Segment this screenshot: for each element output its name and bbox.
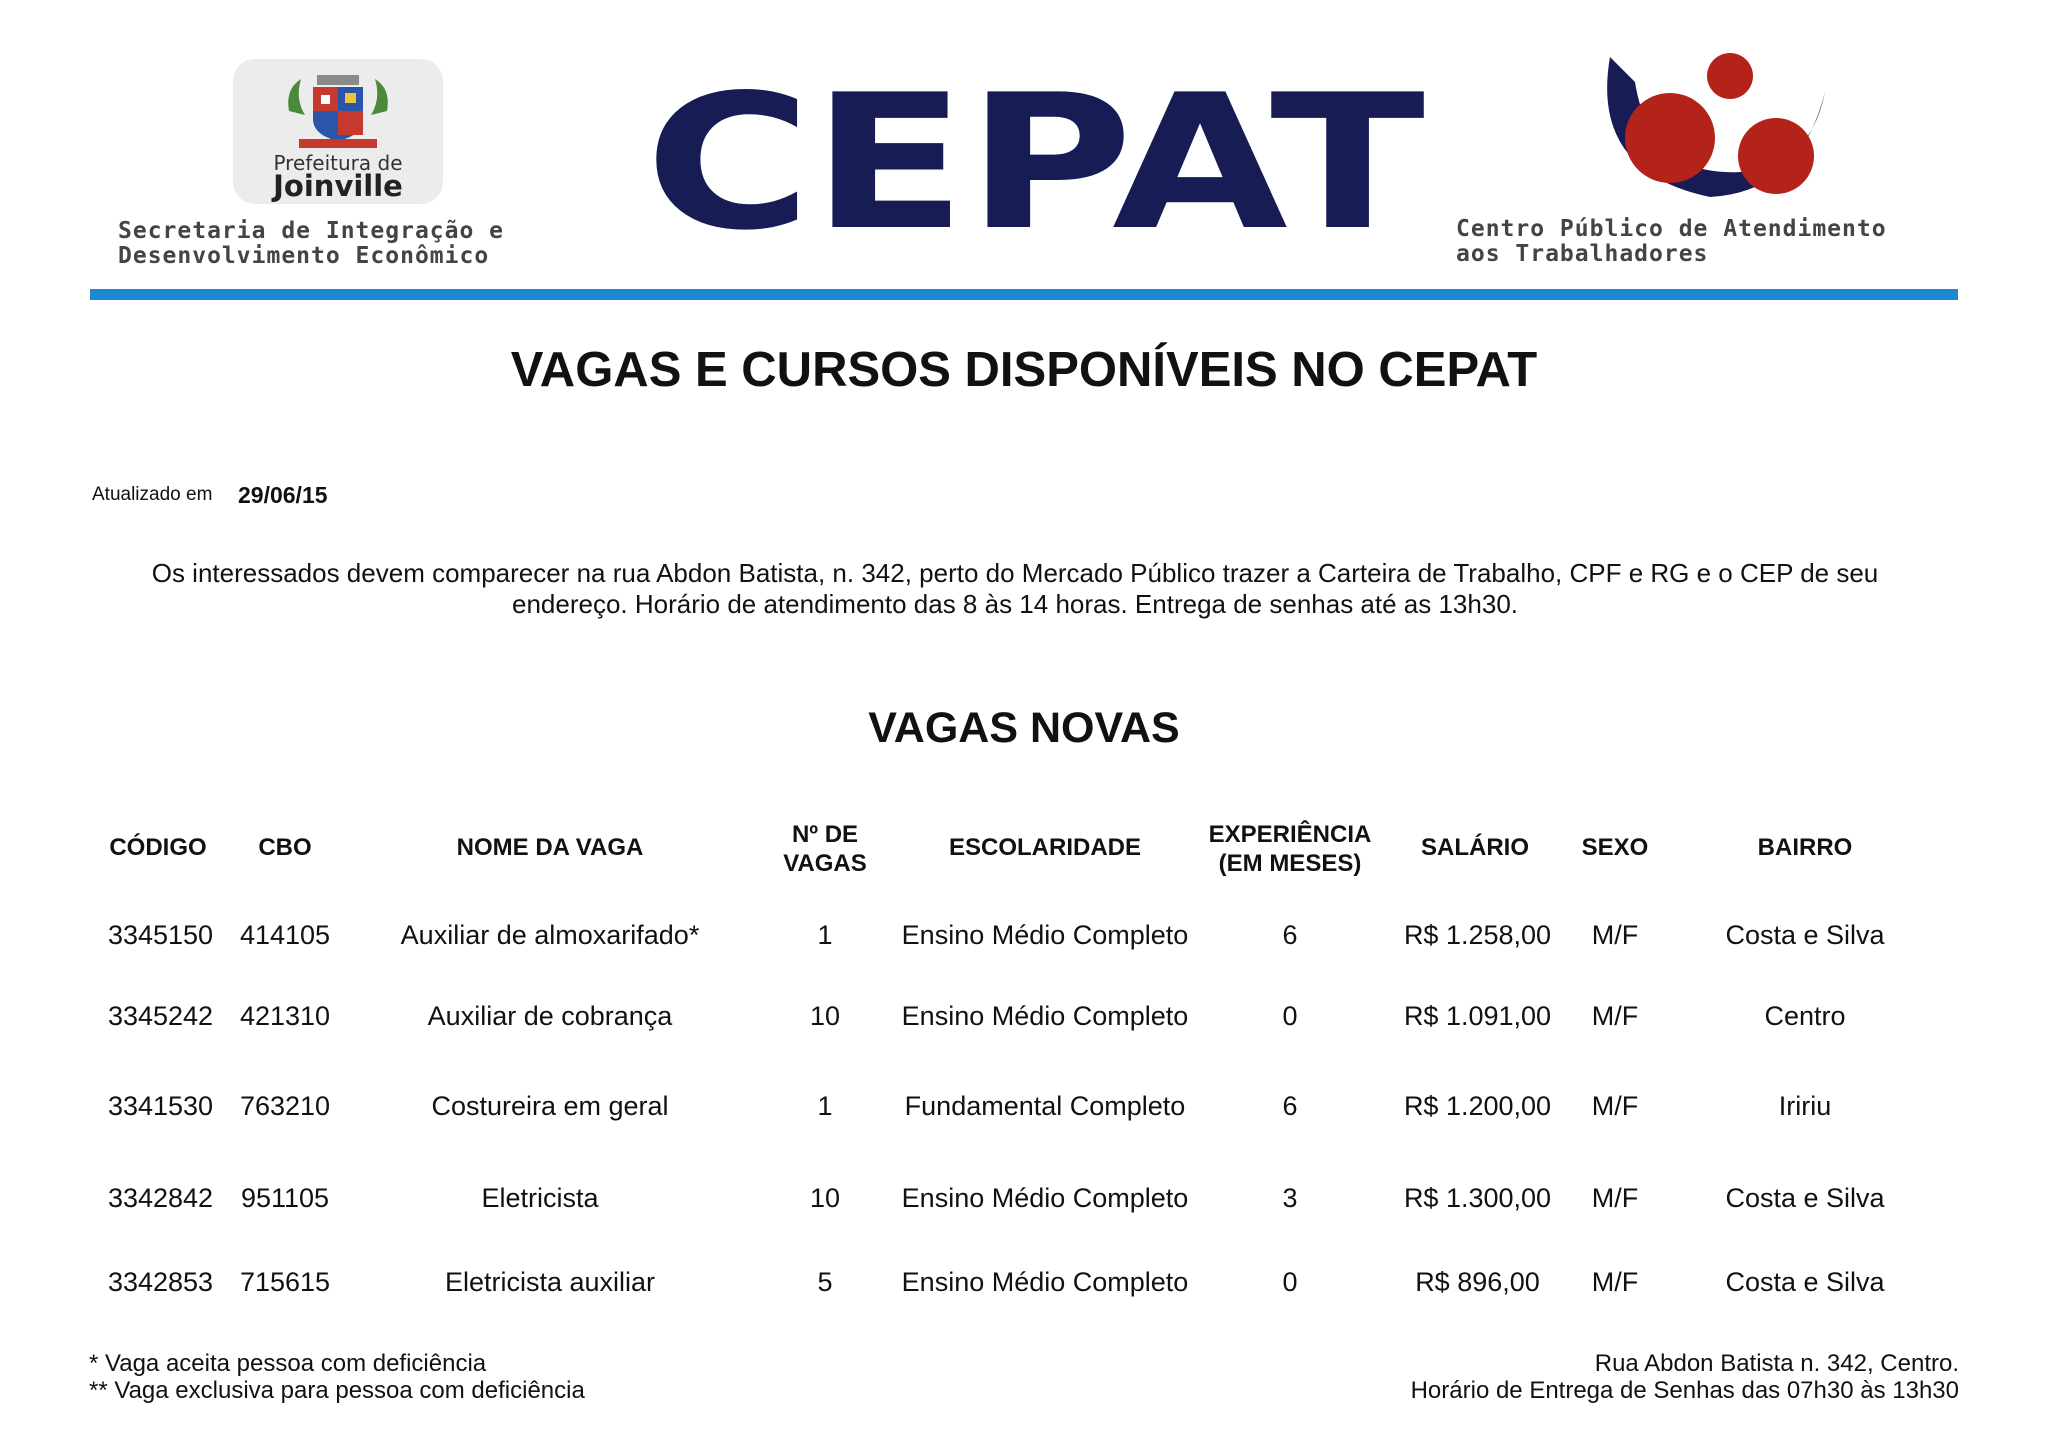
intro-line-2: endereço. Horário de atendimento das 8 às 14 horas. Entrega de senhas até as 13h30. [511, 589, 1518, 619]
cell-experiencia: 0 [1282, 1267, 1298, 1297]
prefeitura-logo [233, 59, 443, 204]
header-divider [90, 289, 1958, 300]
col-header-salario: SALÁRIO [1421, 834, 1529, 861]
cell-salario: R$ 896,00 [1415, 1267, 1540, 1297]
secretaria-text [118, 219, 504, 269]
cell-experiencia: 3 [1282, 1183, 1298, 1213]
col-header-vagas [760, 820, 890, 878]
cell-bairro: Iririu [1778, 1091, 1832, 1121]
cell-sexo: M/F [1591, 1267, 1639, 1297]
footer-address [1411, 1350, 1959, 1404]
cell-vagas: 1 [817, 1091, 833, 1121]
cell-salario: R$ 1.300,00 [1403, 1183, 1552, 1213]
footer-note-1: * Vaga aceita pessoa com deficiência [89, 1350, 487, 1377]
cell-vagas: 1 [817, 920, 833, 950]
cell-sexo: M/F [1591, 1183, 1639, 1213]
cell-vagas: 10 [809, 1183, 841, 1213]
page-title: VAGAS E CURSOS DISPONÍVEIS NO CEPAT [510, 343, 1538, 397]
col-header-experiencia [1190, 820, 1390, 878]
cell-nome: Costureira em geral [431, 1091, 669, 1121]
coat-of-arms-icon [281, 71, 395, 153]
col-header-sexo: SEXO [1581, 834, 1649, 861]
section-title: VAGAS NOVAS [868, 704, 1180, 752]
prefeitura-big-text: Joinville [273, 169, 403, 203]
cell-cbo: 715615 [239, 1267, 331, 1297]
col-header-experiencia-line-1: EXPERIÊNCIA [1208, 821, 1372, 848]
cell-nome: Eletricista auxiliar [444, 1267, 656, 1297]
cell-cbo: 414105 [239, 920, 331, 950]
col-header-escolaridade: ESCOLARIDADE [948, 834, 1141, 861]
cell-nome: Auxiliar de almoxarifado* [400, 920, 700, 950]
cell-sexo: M/F [1591, 1001, 1639, 1031]
col-header-codigo: CÓDIGO [109, 834, 207, 861]
cell-bairro: Costa e Silva [1725, 1183, 1885, 1213]
col-header-experiencia-line-2: (EM MESES) [1218, 850, 1362, 877]
cell-escolaridade: Ensino Médio Completo [901, 1001, 1189, 1031]
cell-nome: Eletricista [481, 1183, 599, 1213]
secretaria-line-2: Desenvolvimento Econômico [118, 243, 490, 269]
updated-date: 29/06/15 [238, 482, 328, 508]
cepat-sub-line-1: Centro Público de Atendimento [1456, 216, 1887, 242]
intro-text [100, 558, 1930, 620]
cell-bairro: Centro [1764, 1001, 1846, 1031]
col-header-bairro: BAIRRO [1757, 834, 1853, 861]
cepat-sub-line-2: aos Trabalhadores [1456, 241, 1709, 267]
cell-sexo: M/F [1591, 1091, 1639, 1121]
cell-codigo: 3341530 [107, 1091, 214, 1121]
footer-address-line: Rua Abdon Batista n. 342, Centro. [1594, 1350, 1959, 1377]
cell-experiencia: 6 [1282, 1091, 1298, 1121]
cell-codigo: 3345242 [107, 1001, 214, 1031]
prefeitura-small-text: Prefeitura de [273, 151, 403, 175]
footer-note-2: ** Vaga exclusiva para pessoa com deficiência [89, 1377, 585, 1404]
cepat-wordmark [640, 62, 1430, 247]
cell-experiencia: 6 [1282, 920, 1298, 950]
cell-cbo: 421310 [239, 1001, 331, 1031]
cell-salario: R$ 1.200,00 [1403, 1091, 1552, 1121]
cell-escolaridade: Ensino Médio Completo [901, 920, 1189, 950]
cepat-subtitle [1456, 217, 1887, 267]
cell-salario: R$ 1.258,00 [1403, 920, 1552, 950]
col-header-nome: NOME DA VAGA [456, 834, 644, 861]
cell-cbo: 951105 [240, 1183, 330, 1213]
intro-line-1: Os interessados devem comparecer na rua Abdon Batista, n. 342, perto do Mercado Público trazer a Carteira de Trabalho, CPF e RG e o CEP de seu [151, 558, 1879, 588]
cell-salario: R$ 1.091,00 [1403, 1001, 1552, 1031]
cell-vagas: 10 [809, 1001, 841, 1031]
cepat-wordmark-text: CEPAT [645, 62, 1425, 247]
col-header-vagas-line-2: VAGAS [783, 850, 867, 877]
cell-escolaridade: Ensino Médio Completo [901, 1183, 1189, 1213]
cell-bairro: Costa e Silva [1725, 1267, 1885, 1297]
cell-codigo: 3345150 [107, 920, 214, 950]
footer-hours-line: Horário de Entrega de Senhas das 07h30 às 13h30 [1410, 1377, 1959, 1404]
cell-bairro: Costa e Silva [1725, 920, 1885, 950]
cell-vagas: 5 [817, 1267, 833, 1297]
cell-nome: Auxiliar de cobrança [427, 1001, 673, 1031]
footer-notes [89, 1350, 585, 1404]
cell-cbo: 763210 [239, 1091, 331, 1121]
cell-escolaridade: Ensino Médio Completo [901, 1267, 1189, 1297]
cell-codigo: 3342842 [107, 1183, 214, 1213]
cepat-logo-icon [1590, 52, 1830, 202]
cell-experiencia: 0 [1282, 1001, 1298, 1031]
col-header-cbo: CBO [258, 834, 312, 861]
cell-sexo: M/F [1591, 920, 1639, 950]
updated-label: Atualizado em [92, 484, 213, 505]
cell-codigo: 3342853 [107, 1267, 214, 1297]
col-header-vagas-line-1: Nº DE [791, 821, 859, 848]
secretaria-line-1: Secretaria de Integração e [118, 218, 505, 244]
cell-escolaridade: Fundamental Completo [904, 1091, 1186, 1121]
